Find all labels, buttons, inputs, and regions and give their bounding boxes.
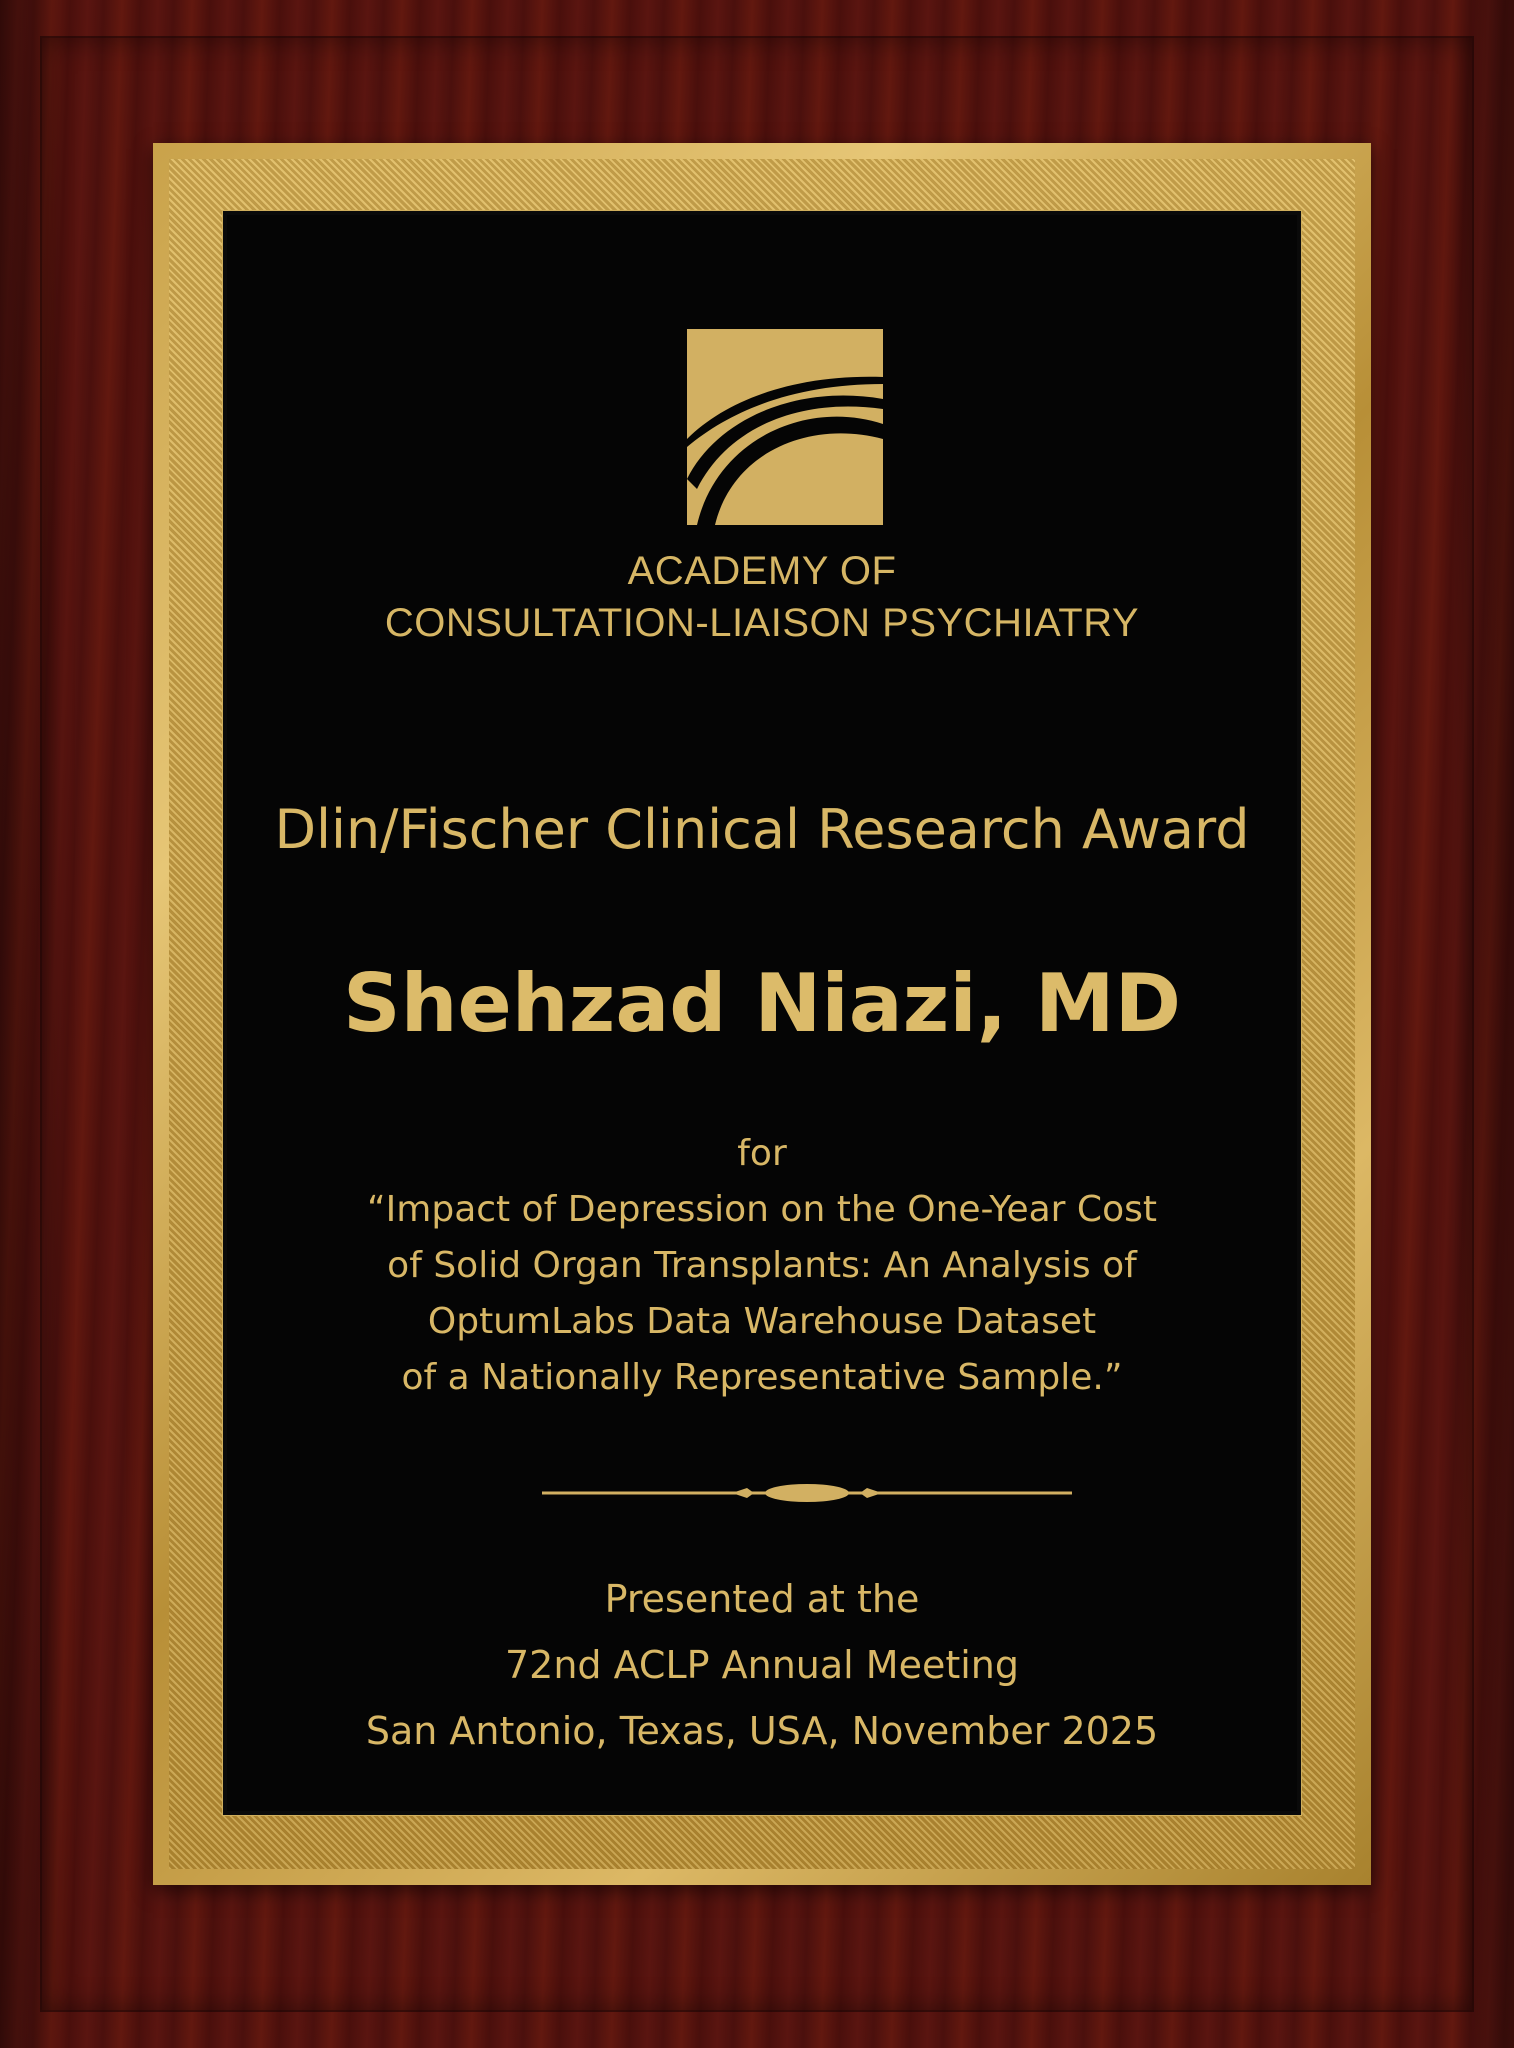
gold-textured-border — [169, 159, 1355, 1869]
award-name: Dlin/Fischer Clinical Research Award — [274, 798, 1250, 861]
engraved-panel — [227, 215, 1297, 1811]
paper-title-line-2: of Solid Organ Transplants: An Analysis of — [387, 1245, 1137, 1286]
gold-frame — [153, 143, 1371, 1885]
plaque-content — [227, 215, 1297, 1811]
presented-line-2: 72nd ACLP Annual Meeting — [504, 1643, 1020, 1687]
recipient-name: Shehzad Niazi, MD — [342, 957, 1182, 1050]
aclp-logo-icon — [687, 329, 883, 525]
paper-title-line-4: of a Nationally Representative Sample.” — [401, 1357, 1123, 1398]
paper-title-line-3: OptumLabs Data Warehouse Dataset — [427, 1301, 1097, 1342]
presented-line-3: San Antonio, Texas, USA, November 2025 — [365, 1709, 1159, 1753]
organization-line-2: CONSULTATION-LIAISON PSYCHIATRY — [384, 601, 1140, 645]
paper-title-line-1: “Impact of Depression on the One-Year Cost — [367, 1189, 1157, 1230]
presented-line-1: Presented at the — [604, 1577, 920, 1621]
organization-line-1: ACADEMY OF — [627, 549, 897, 593]
flourish-divider-icon — [542, 1478, 1072, 1508]
for-label: for — [737, 1133, 787, 1174]
